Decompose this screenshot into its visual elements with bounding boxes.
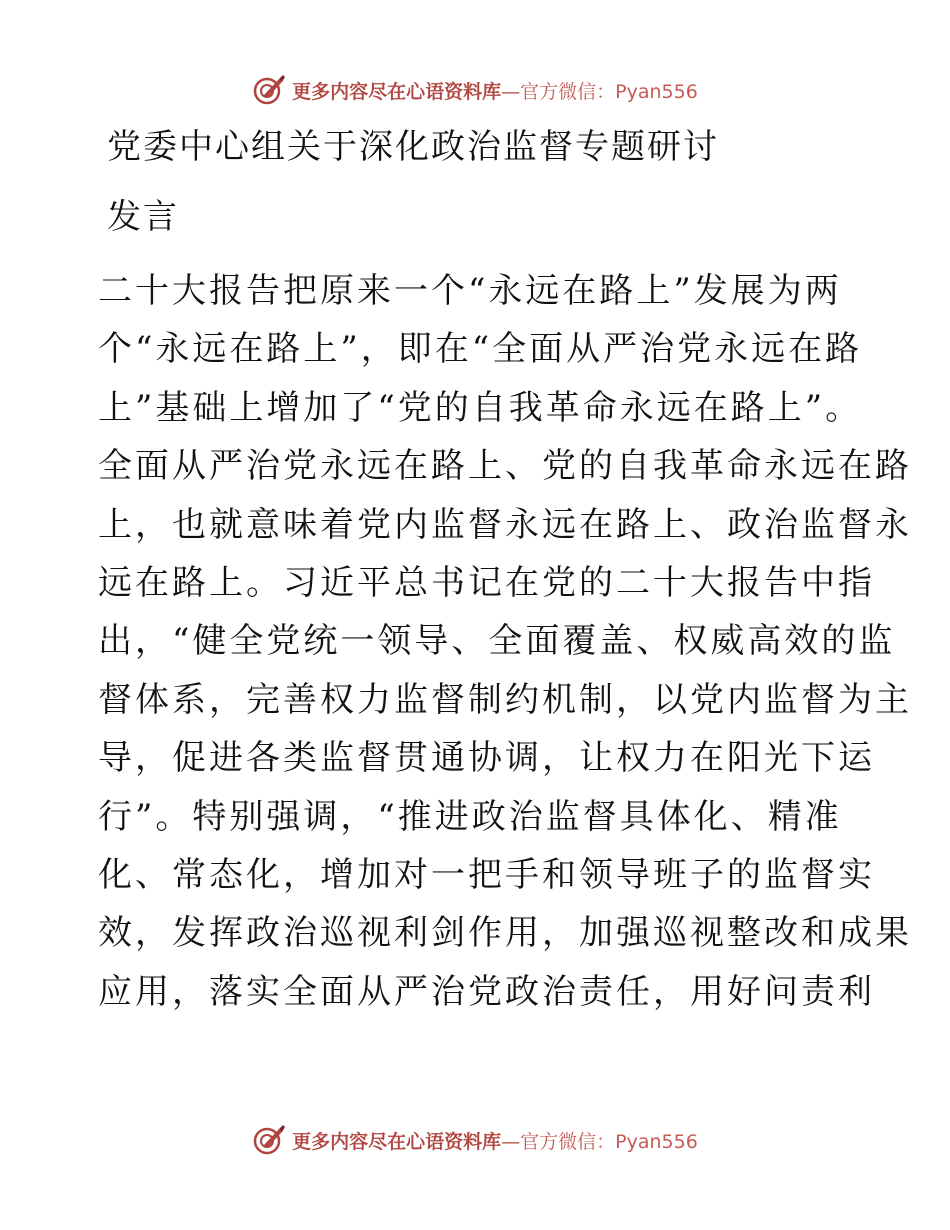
body-line: 个“永远在路上”，即在“全面从严治党永远在路 — [98, 329, 863, 370]
footer-watermark — [0, 1120, 950, 1160]
body-line: 行”。特别强调，“推进政治监督具体化、精准 — [98, 796, 842, 837]
body-line: 效，发挥政治巡视利剑作用，加强巡视整改和成果 — [98, 913, 912, 954]
body-line: 远在路上。习近平总书记在党的二十大报告中指 — [98, 563, 875, 604]
body-line: 应用，落实全面从严治党政治责任，用好问责利 — [98, 971, 875, 1012]
body-line: 化、常态化，增加对一把手和领导班子的监督实 — [98, 855, 875, 896]
watermark-contact: 官方微信：Pyan556 — [520, 1130, 698, 1153]
title-line-2: 发言 — [107, 197, 179, 237]
watermark-main: 更多内容尽在心语资料库 — [292, 80, 502, 103]
body-line: 二十大报告把原来一个“永远在路上”发展为两 — [98, 271, 842, 311]
body-paragraph — [98, 262, 912, 1021]
title-line-1: 党委中心组关于深化政治监督专题研讨 — [107, 127, 719, 167]
watermark-text — [292, 1127, 698, 1154]
watermark-text — [292, 77, 698, 104]
body-line: 导，促进各类监督贯通协调，让权力在阳光下运 — [98, 738, 875, 779]
watermark-main: 更多内容尽在心语资料库 — [292, 1130, 502, 1153]
body-line: 全面从严治党永远在路上、党的自我革命永远在路 — [98, 446, 912, 487]
header-watermark — [0, 70, 950, 110]
body-line: 上，也就意味着党内监督永远在路上、政治监督永 — [98, 504, 912, 545]
page-title — [107, 118, 927, 246]
body-line: 出，“健全党统一领导、全面覆盖、权威高效的监 — [98, 621, 896, 662]
watermark-separator: — — [501, 1130, 521, 1153]
watermark-separator: — — [501, 80, 521, 103]
pen-logo-icon — [252, 73, 286, 107]
watermark-contact: 官方微信：Pyan556 — [520, 80, 698, 103]
body-line: 上”基础上增加了“党的自我革命永远在路上”。 — [98, 387, 863, 428]
body-line: 督体系，完善权力监督制约机制，以党内监督为主 — [98, 679, 912, 720]
pen-logo-icon — [252, 1123, 286, 1157]
